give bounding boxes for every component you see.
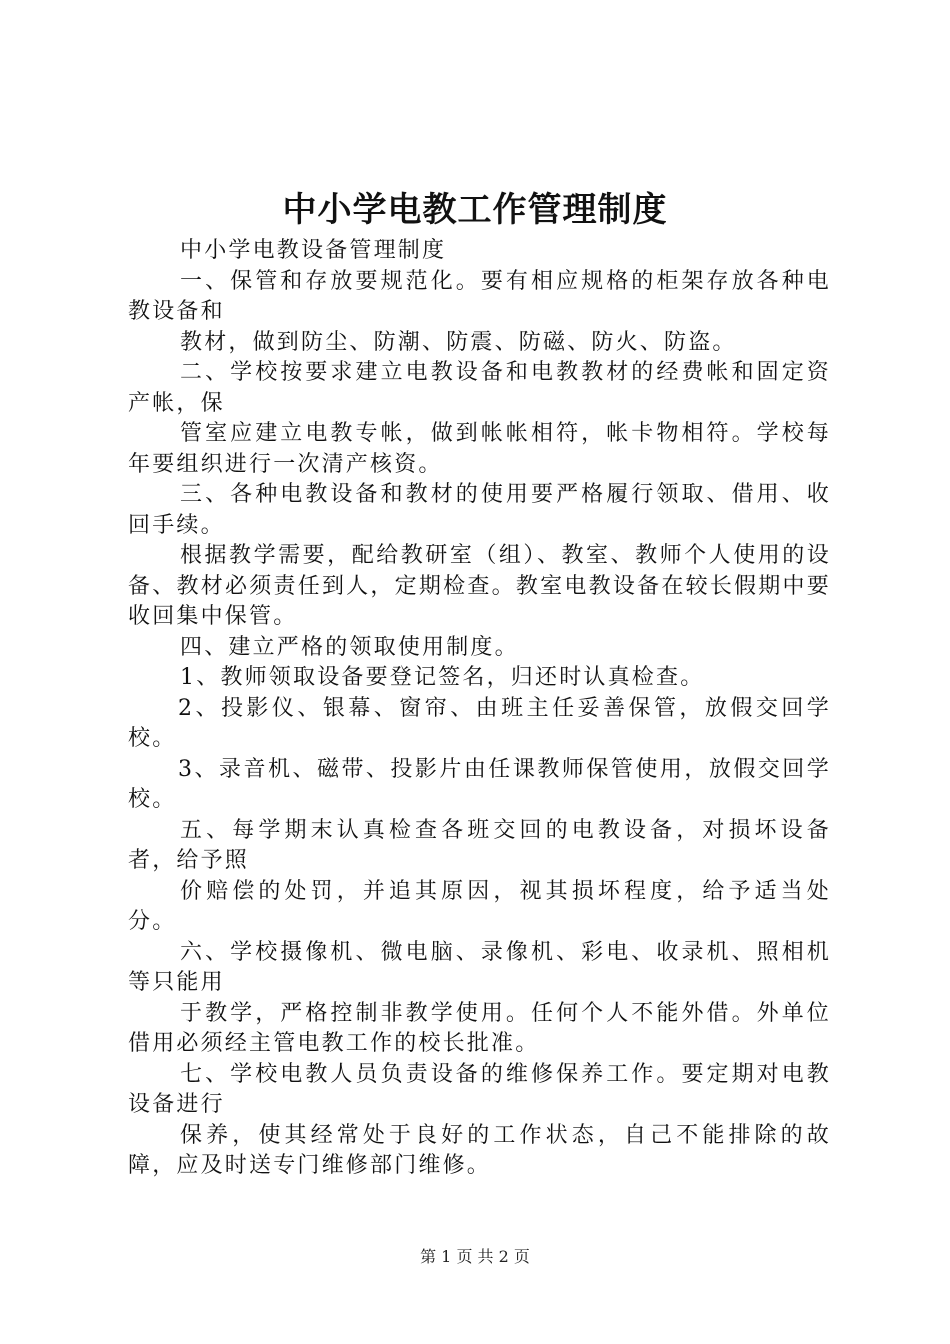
paragraph: 保养，使其经常处于良好的工作状态，自己不能排除的故障，应及时送专门维修部门维修。 bbox=[128, 1122, 831, 1178]
paragraph: 管室应建立电教专帐，做到帐帐相符，帐卡物相符。学校每年要组织进行一次清产核资。 bbox=[128, 421, 831, 477]
list-item: 3、录音机、磁带、投影片由任课教师保管使用，放假交回学校。 bbox=[128, 756, 831, 812]
paragraph: 二、学校按要求建立电教设备和电教教材的经费帐和固定资产帐，保 bbox=[128, 360, 831, 416]
paragraph: 中小学电教设备管理制度 bbox=[180, 238, 447, 263]
list-item: 2、投影仪、银幕、窗帘、由班主任妥善保管，放假交回学校。 bbox=[128, 695, 831, 751]
document-title: 中小学电教工作管理制度 bbox=[282, 190, 668, 230]
page-number: 第 1 页 共 2 页 bbox=[420, 1247, 530, 1266]
paragraph: 五、每学期末认真检查各班交回的电教设备，对损坏设备者，给予照 bbox=[128, 817, 831, 873]
paragraph: 七、学校电教人员负责设备的维修保养工作。要定期对电教设备进行 bbox=[128, 1061, 831, 1117]
paragraph: 根据教学需要，配给教研室（组）、教室、教师个人使用的设备、教材必须责任到人，定期检查。教室电教设备在较长假期中要收回集中保管。 bbox=[128, 543, 831, 629]
document-body bbox=[128, 236, 831, 1182]
paragraph: 价赔偿的处罚，并追其原因，视其损坏程度，给予适当处分。 bbox=[128, 878, 831, 934]
paragraph: 六、学校摄像机、微电脑、录像机、彩电、收录机、照相机等只能用 bbox=[128, 939, 831, 995]
paragraph: 三、各种电教设备和教材的使用要严格履行领取、借用、收回手续。 bbox=[128, 482, 831, 538]
paragraph: 一、保管和存放要规范化。要有相应规格的柜架存放各种电教设备和 bbox=[128, 268, 831, 324]
paragraph: 教材，做到防尘、防潮、防震、防磁、防火、防盗。 bbox=[180, 329, 737, 355]
list-item: 1、教师领取设备要登记签名，归还时认真检查。 bbox=[180, 665, 705, 690]
paragraph: 四、建立严格的领取使用制度。 bbox=[180, 634, 519, 660]
paragraph: 于教学，严格控制非教学使用。任何个人不能外借。外单位借用必须经主管电教工作的校长批准。 bbox=[128, 1000, 831, 1056]
